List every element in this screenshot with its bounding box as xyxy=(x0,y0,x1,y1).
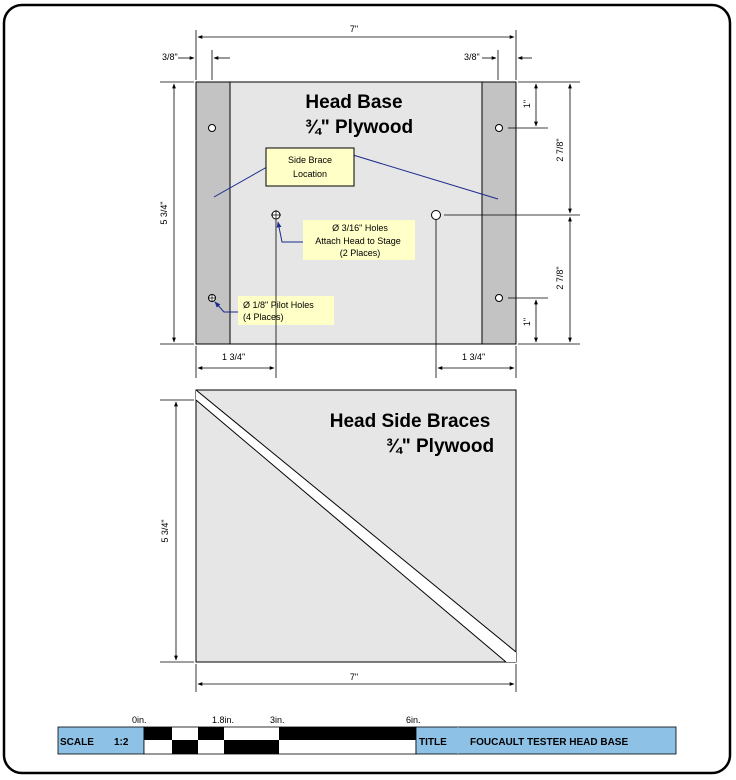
callout-text: Location xyxy=(292,169,328,179)
title-label: TITLE xyxy=(419,737,447,748)
side-braces-material: ¾" Plywood xyxy=(385,436,495,457)
scale-tick-label: 6in. xyxy=(406,715,421,725)
callout-text: Side Brace xyxy=(287,155,333,165)
head-base-material: ¾" Plywood xyxy=(304,117,414,138)
dim-bottom-hole-label: 1" xyxy=(522,317,532,327)
dim-upper-label: 2 7/8" xyxy=(555,138,565,162)
scale-value: 1:2 xyxy=(114,737,129,748)
dim-brace-width-label: 7" xyxy=(349,672,359,682)
scale-tick-label: 3in. xyxy=(270,715,285,725)
callout-text: Attach Head to Stage xyxy=(315,236,401,246)
title-value: FOUCAULT TESTER HEAD BASE xyxy=(470,737,629,748)
pilot-hole xyxy=(496,295,503,302)
callout-text: (4 Places) xyxy=(243,312,284,322)
callout-text: Ø 1/8" Pilot Holes xyxy=(243,300,314,310)
right-brace-strip xyxy=(482,82,516,344)
scale-tick-label: 1.8in. xyxy=(212,715,235,725)
dim-height-label: 5 3/4" xyxy=(159,201,169,225)
callout-side-brace xyxy=(266,148,354,186)
scale-tick-label: 0in. xyxy=(132,715,147,725)
dim-lower-label: 2 7/8" xyxy=(555,266,565,290)
dim-top-hole-label: 1" xyxy=(522,99,532,109)
pilot-hole xyxy=(208,294,216,302)
title-block xyxy=(58,715,676,754)
callout-text: (2 Places) xyxy=(339,248,381,258)
head-base-title: Head Base xyxy=(305,92,403,113)
side-braces-view xyxy=(196,390,516,662)
mounting-hole xyxy=(432,211,441,220)
dim-left-hole-x-label: 1 3/4" xyxy=(222,352,246,362)
dim-left-margin-label: 3/8" xyxy=(162,52,178,62)
left-brace-strip xyxy=(196,82,230,344)
side-braces-title: Head Side Braces xyxy=(329,411,491,432)
dim-right-hole-x-label: 1 3/4" xyxy=(462,352,486,362)
dim-brace-height-label: 5 3/4" xyxy=(160,519,170,543)
pilot-hole xyxy=(209,125,216,132)
dim-right-margin-label: 3/8" xyxy=(464,52,480,62)
callout-text: Ø 3/16" Holes xyxy=(332,223,388,233)
scale-bar xyxy=(144,727,416,754)
head-base-view xyxy=(196,82,516,344)
dim-width-label: 7" xyxy=(349,24,359,34)
scale-label: SCALE xyxy=(60,737,94,748)
pilot-hole xyxy=(496,125,503,132)
